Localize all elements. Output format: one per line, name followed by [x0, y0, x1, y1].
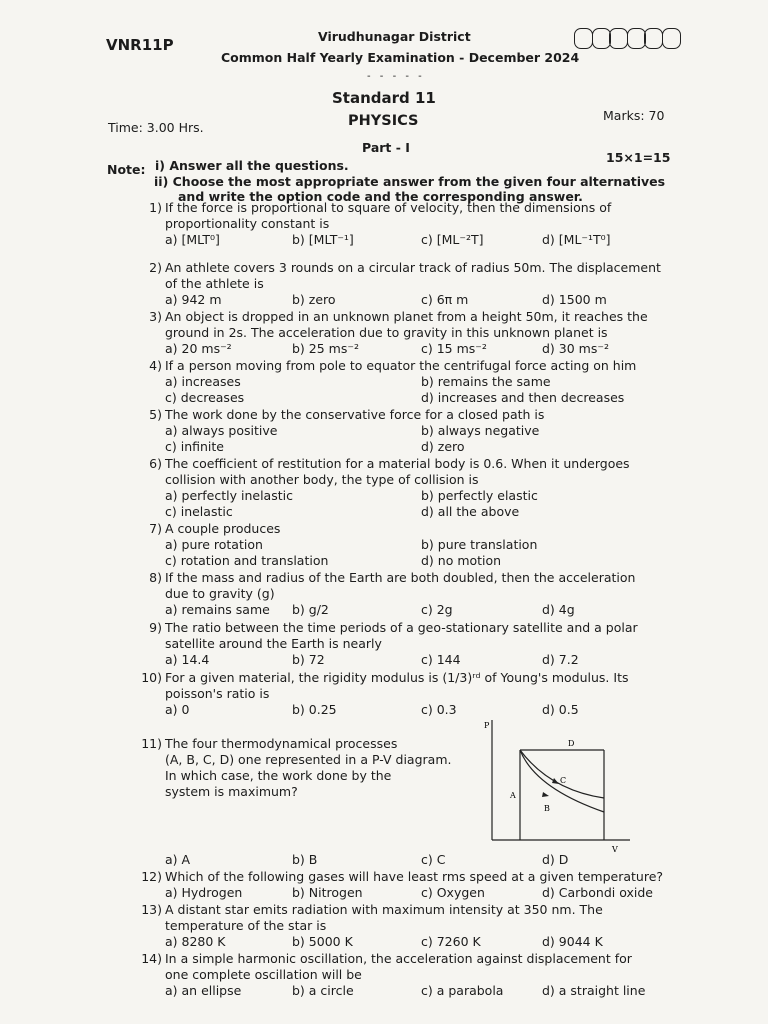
options-row [165, 885, 679, 901]
option-c: c) 7260 K [421, 934, 481, 949]
option-c: c) Oxygen [421, 885, 485, 900]
option-b: b) B [292, 852, 318, 867]
options-row [165, 602, 679, 618]
process-c-label: C [560, 776, 567, 785]
question-text-line: If the force is proportional to square of velocity, then the dimensions of [165, 200, 612, 215]
option-c: c) C [421, 852, 446, 867]
option-c: c) infinite [165, 439, 224, 454]
v-axis-label: V [612, 845, 618, 854]
option-d: d) 30 ms⁻² [542, 341, 609, 356]
question-text-line: The work done by the conservative force for a closed path is [165, 407, 545, 422]
question-text-line: temperature of the star is [165, 918, 327, 933]
option-d: d) 1500 m [542, 292, 607, 307]
options-row [165, 488, 679, 504]
option-a: a) A [165, 852, 191, 867]
process-b-label: B [544, 804, 550, 813]
option-d: d) [ML⁻¹T⁰] [542, 232, 611, 247]
register-box [592, 28, 611, 49]
option-c: c) rotation and translation [165, 553, 329, 568]
register-box [662, 28, 681, 49]
option-b: b) remains the same [421, 374, 551, 389]
option-a: a) 8280 K [165, 934, 226, 949]
process-d-label: D [568, 739, 575, 748]
question-text-line: system is maximum? [165, 784, 298, 799]
note-line-3: and write the option code and the corresponding answer. [178, 189, 583, 204]
option-c: c) 2g [421, 602, 453, 617]
register-box [574, 28, 593, 49]
question-text-line: A distant star emits radiation with maximum intensity at 350 nm. The [165, 902, 603, 917]
question-1 [134, 200, 679, 248]
option-c: c) a parabola [421, 983, 504, 998]
question-text-line: An object is dropped in an unknown planet from a height 50m, it reaches the [165, 309, 648, 324]
question-4 [134, 358, 679, 406]
option-d: d) a straight line [542, 983, 646, 998]
process-a-label: A [510, 791, 516, 800]
option-c: c) inelastic [165, 504, 233, 519]
option-c: c) [ML⁻²T] [421, 232, 484, 247]
option-c: c) 0.3 [421, 702, 457, 717]
question-14 [134, 951, 679, 999]
question-text-line: In a simple harmonic oscillation, the acceleration against displacement for [165, 951, 632, 966]
question-8 [134, 570, 679, 618]
subject-title: PHYSICS [348, 113, 419, 129]
question-number: 11) [141, 736, 162, 751]
option-a: a) 14.4 [165, 652, 210, 667]
options-row [165, 983, 679, 999]
question-number: 10) [141, 670, 162, 685]
options-row [165, 553, 679, 569]
question-text-line: The four thermodynamical processes [165, 736, 398, 751]
question-text-line: The coefficient of restitution for a material body is 0.6. When it undergoes [165, 456, 630, 471]
question-number: 6) [149, 456, 162, 471]
note-label: Note: [107, 162, 146, 177]
option-a: a) [MLT⁰] [165, 232, 220, 247]
district-title: Virudhunagar District [318, 29, 471, 44]
marks-info: Marks: 70 [603, 108, 665, 123]
question-12 [134, 869, 679, 901]
register-number-boxes [574, 28, 679, 49]
option-b: b) pure translation [421, 537, 538, 552]
question-10 [134, 670, 679, 718]
option-a: a) Hydrogen [165, 885, 243, 900]
options-row [165, 390, 679, 406]
question-text-line: of the athlete is [165, 276, 264, 291]
option-d: d) all the above [421, 504, 520, 519]
question-text-line: If the mass and radius of the Earth are both doubled, then the acceleration [165, 570, 636, 585]
question-number: 1) [149, 200, 162, 215]
options-row [165, 292, 679, 308]
option-b: b) zero [292, 292, 336, 307]
question-number: 2) [149, 260, 162, 275]
option-d: d) 9044 K [542, 934, 603, 949]
question-6 [134, 456, 679, 520]
option-a: a) an ellipse [165, 983, 242, 998]
option-b: b) 25 ms⁻² [292, 341, 359, 356]
question-text-line: Which of the following gases will have least rms speed at a given temperature? [165, 869, 664, 884]
option-a: a) 0 [165, 702, 190, 717]
question-text-line: The ratio between the time periods of a geo-stationary satellite and a polar [165, 620, 638, 635]
options-row [165, 652, 679, 668]
question-text-line: For a given material, the rigidity modulus is (1/3)ʳᵈ of Young's modulus. Its [165, 670, 629, 685]
question-text-line: collision with another body, the type of collision is [165, 472, 479, 487]
option-b: b) Nitrogen [292, 885, 363, 900]
question-number: 14) [141, 951, 162, 966]
option-d: d) 4g [542, 602, 575, 617]
question-number: 3) [149, 309, 162, 324]
question-number: 12) [141, 869, 162, 884]
question-text-line: proportionality constant is [165, 216, 330, 231]
option-b: b) 0.25 [292, 702, 337, 717]
question-9 [134, 620, 679, 668]
question-7 [134, 521, 679, 569]
question-text-line: poisson's ratio is [165, 686, 270, 701]
option-c: c) decreases [165, 390, 245, 405]
option-a: a) 20 ms⁻² [165, 341, 232, 356]
option-a: a) always positive [165, 423, 278, 438]
register-box [627, 28, 646, 49]
option-a: a) remains same [165, 602, 270, 617]
question-number: 13) [141, 902, 162, 917]
note-line-1: i) Answer all the questions. [155, 158, 349, 173]
note-line-2: ii) Choose the most appropriate answer from the given four alternatives [154, 174, 666, 189]
options-row [165, 537, 679, 553]
option-b: b) always negative [421, 423, 540, 438]
option-d: d) no motion [421, 553, 502, 568]
question-3 [134, 309, 679, 357]
option-a: a) increases [165, 374, 241, 389]
option-b: b) a circle [292, 983, 354, 998]
part-score: 15×1=15 [606, 150, 671, 165]
options-row [165, 439, 679, 455]
question-text-line: If a person moving from pole to equator the centrifugal force acting on him [165, 358, 637, 373]
question-number: 5) [149, 407, 162, 422]
option-b: b) [MLT⁻¹] [292, 232, 354, 247]
question-number: 7) [149, 521, 162, 536]
question-5 [134, 407, 679, 455]
option-b: b) 72 [292, 652, 325, 667]
question-text-line: An athlete covers 3 rounds on a circular track of radius 50m. The displacement [165, 260, 661, 275]
register-box [644, 28, 663, 49]
question-text-line: due to gravity (g) [165, 586, 275, 601]
p-axis-label: P [484, 721, 490, 730]
option-c: c) 6π m [421, 292, 469, 307]
option-c: c) 144 [421, 652, 461, 667]
paper-code: VNR11P [106, 36, 174, 54]
option-c: c) 15 ms⁻² [421, 341, 487, 356]
time-info: Time: 3.00 Hrs. [108, 120, 204, 135]
part-title: Part - I [362, 140, 410, 155]
question-number: 9) [149, 620, 162, 635]
register-box [609, 28, 628, 49]
question-text-line: A couple produces [165, 521, 281, 536]
exam-title: Common Half Yearly Examination - December 2024 [221, 50, 580, 65]
question-text-line: satellite around the Earth is nearly [165, 636, 382, 651]
separator-dashes: - - - - - [367, 71, 425, 82]
option-a: a) perfectly inelastic [165, 488, 293, 503]
option-d: d) zero [421, 439, 465, 454]
question-number: 8) [149, 570, 162, 585]
option-d: d) D [542, 852, 569, 867]
question-text-line: In which case, the work done by the [165, 768, 392, 783]
option-b: b) perfectly elastic [421, 488, 538, 503]
option-d: d) 7.2 [542, 652, 579, 667]
option-b: b) 5000 K [292, 934, 353, 949]
options-row [165, 341, 679, 357]
option-a: a) 942 m [165, 292, 222, 307]
options-row [165, 232, 679, 248]
option-b: b) g/2 [292, 602, 329, 617]
pv-diagram [480, 716, 640, 856]
option-d: d) increases and then decreases [421, 390, 625, 405]
question-13 [134, 902, 679, 950]
standard-title: Standard 11 [332, 89, 436, 107]
question-number: 4) [149, 358, 162, 373]
question-text-line: one complete oscillation will be [165, 967, 362, 982]
question-text-line: (A, B, C, D) one represented in a P-V diagram. [165, 752, 452, 767]
option-d: d) 0.5 [542, 702, 579, 717]
option-d: d) Carbondi oxide [542, 885, 653, 900]
options-row [165, 934, 679, 950]
options-row [165, 423, 679, 439]
question-2 [134, 260, 679, 308]
options-row [165, 374, 679, 390]
question-text-line: ground in 2s. The acceleration due to gravity in this unknown planet is [165, 325, 608, 340]
options-row [165, 504, 679, 520]
option-a: a) pure rotation [165, 537, 263, 552]
